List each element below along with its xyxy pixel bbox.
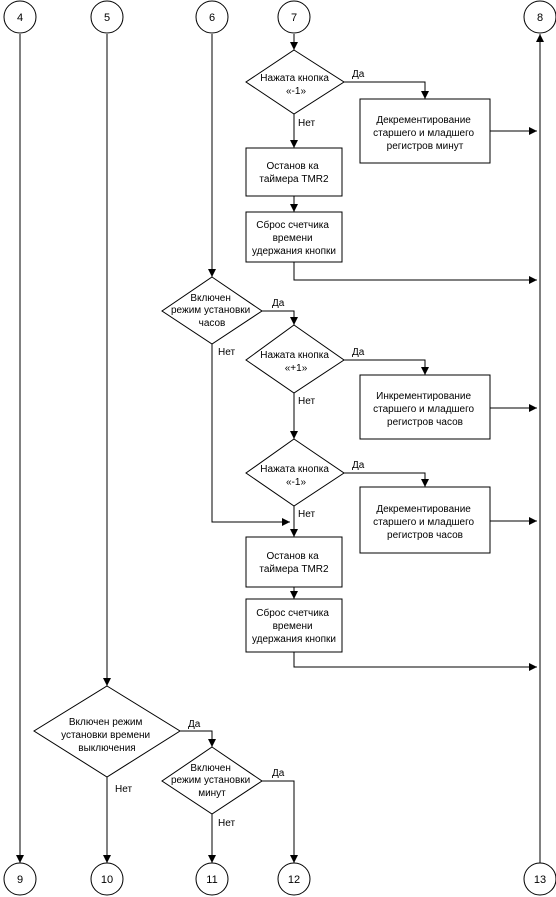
arrow-reset1-right — [529, 276, 537, 284]
arrow-decmin-down — [421, 91, 429, 99]
process-dec-hours — [360, 487, 490, 553]
connector-4-label: 4 — [16, 12, 24, 24]
arrow-7-down — [290, 42, 298, 50]
process-stop-timer-1 — [246, 148, 342, 196]
process-reset-counter-2 — [246, 599, 342, 652]
arrow-decmin-right — [529, 127, 537, 135]
decision-btn-minus-minutes — [246, 50, 344, 114]
connectors-top — [4, 1, 556, 33]
label-yes-clock: Да — [272, 298, 285, 309]
arrow-dech-down — [421, 479, 429, 487]
process-text: Сброс счетчика времени удержания кнопки — [251, 220, 337, 257]
decision-btn-minus-hours — [246, 439, 344, 506]
decision-clock-mode — [162, 277, 262, 344]
arrow-reset2-right — [529, 663, 537, 671]
arrow-stop2-down — [290, 529, 298, 537]
decision-off-time-mode — [34, 686, 180, 777]
arrow-4-9 — [16, 855, 24, 863]
arrow-inc-right — [529, 404, 537, 412]
arrow-off-minute — [208, 739, 216, 747]
process-text: Декрементирование старшего и младшего регистров часов — [373, 504, 475, 541]
line-plus-yes — [344, 360, 425, 375]
connector-7-label: 7 — [290, 12, 298, 24]
label-yes-plus: Да — [352, 347, 365, 358]
process-text: Инкрементирование старшего и младшего регистров часов — [373, 391, 475, 428]
label-yes-minute: Да — [272, 768, 285, 779]
arrow-reset2-down — [290, 591, 298, 599]
arrow-stop1-down — [290, 140, 298, 148]
decision-text: Включен режим установки минут — [171, 763, 251, 799]
arrow-clock-down — [208, 269, 216, 277]
arrow-5-off — [103, 678, 111, 686]
process-text: Останов ка таймера TMR2 — [259, 551, 329, 575]
arrow-off-10 — [103, 855, 111, 863]
arrow-13-up — [536, 34, 544, 42]
arrow-minus-down — [290, 431, 298, 439]
connector-13-label: 13 — [533, 874, 547, 886]
line-reset1-out — [294, 262, 537, 280]
line-reset2-out — [294, 652, 537, 667]
connector-6-label: 6 — [208, 12, 216, 24]
arrow-minute-11 — [208, 855, 216, 863]
arrow-minute-12 — [290, 855, 298, 863]
line-minute-yes — [262, 781, 294, 863]
line-dec1-yes — [344, 82, 425, 99]
process-box — [246, 148, 342, 196]
label-no-minus: Нет — [298, 509, 316, 520]
label-yes-minus: Да — [352, 460, 365, 471]
connector-12-label: 12 — [287, 874, 301, 886]
decision-text: Нажата кнопка «-1» — [260, 73, 329, 97]
connector-5-label: 5 — [103, 12, 111, 24]
connector-9-label: 9 — [16, 874, 24, 886]
decision-btn-plus-hours — [246, 325, 344, 393]
process-text: Останов ка таймера TMR2 — [259, 161, 329, 185]
decision-minute-mode — [162, 747, 262, 814]
process-box — [246, 537, 342, 587]
label-no-dec1: Нет — [298, 118, 316, 129]
process-dec-minutes — [360, 99, 490, 163]
decision-text: Нажата кнопка «+1» — [260, 350, 329, 374]
label-yes-dec1: Да — [352, 69, 365, 80]
label-no-off: Нет — [115, 784, 133, 795]
arrow-reset1-down — [290, 204, 298, 212]
label-no-minute: Нет — [218, 818, 236, 829]
line-off-yes — [180, 731, 212, 747]
label-no-clock: Нет — [218, 347, 236, 358]
label-no-plus: Нет — [298, 396, 316, 407]
decision-text: Включен режим установки времени выключения — [61, 717, 151, 754]
arrow-plus-down — [290, 317, 298, 325]
connector-8-label: 8 — [536, 12, 544, 24]
connector-11-label: 11 — [206, 874, 218, 886]
line-clock-yes — [262, 311, 294, 325]
line-minus-yes — [344, 473, 425, 487]
connectors-bottom — [4, 863, 556, 895]
process-reset-counter-1 — [246, 212, 342, 262]
label-yes-off: Да — [188, 719, 201, 730]
process-stop-timer-2 — [246, 537, 342, 587]
arrow-inc-down — [421, 367, 429, 375]
arrow-clock-no-right — [282, 518, 290, 526]
process-inc-hours — [360, 375, 490, 439]
connector-10-label: 10 — [100, 874, 114, 886]
process-text: Декрементирование старшего и младшего регистров минут — [373, 115, 475, 152]
decision-text: Нажата кнопка «-1» — [260, 464, 329, 488]
process-text: Сброс счетчика времени удержания кнопки — [251, 608, 337, 645]
arrow-dech-right — [529, 517, 537, 525]
decision-text: Включен режим установки часов — [171, 293, 251, 329]
